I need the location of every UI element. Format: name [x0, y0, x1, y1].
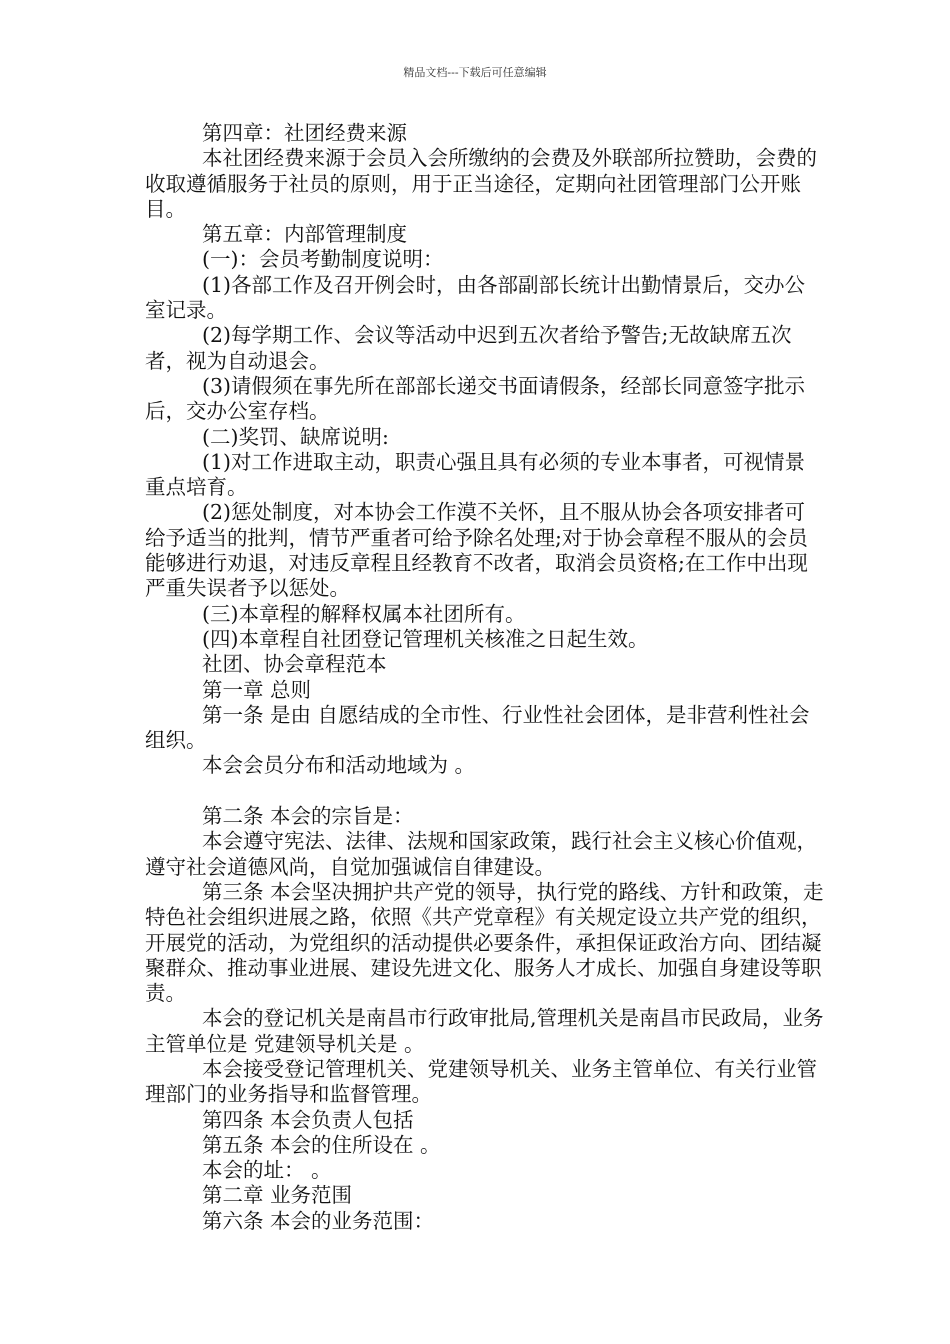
- document-body: [145, 121, 825, 1234]
- paragraph: 第三条 本会坚决拥护共产党的领导，执行党的路线、方针和政策，走特色社会组织进展之路，依照《共产党章程》有关规定设立共产党的组织，开展党的活动，为党组织的活动提供必要条件，承担保证政治方向、团结凝聚群众、推动事业进展、建设先进文化、服务人才成长、加强自身建设等职责。: [145, 879, 824, 1006]
- paragraph: 本会遵守宪法、法律、法规和国家政策，践行社会主义核心价值观，遵守社会道德风尚，自觉加强诚信自律建设。: [145, 829, 817, 879]
- blank-line: [145, 779, 825, 804]
- paragraph: 本社团经费来源于会员入会所缴纳的会费及外联部所拉赞助，会费的收取遵循服务于社员的原则，用于正当途径，定期向社团管理部门公开账目。: [145, 146, 817, 221]
- paragraph: (三)本章程的解释权属本社团所有。: [202, 601, 526, 626]
- paragraph: (2)惩处制度，对本协会工作漠不关怀，且不服从协会各项安排者可给予适当的批判，情节严重者可给予除名处理;对于协会章程不服从的会员能够进行劝退，对违反章程且经教育不改者，取消会员资格;在工作中出现严重失误者予以惩处。: [145, 500, 808, 601]
- paragraph: 本会接受登记管理机关、党建领导机关、业务主管单位、有关行业管理部门的业务指导和监督管理。: [145, 1056, 817, 1107]
- article-heading: 第五条 本会的住所设在 。: [202, 1132, 441, 1157]
- paragraph: (1)各部工作及召开例会时，由各部副部长统计出勤情景后，交办公室记录。: [145, 272, 806, 323]
- chapter-heading: 第二章 业务范围: [202, 1183, 353, 1208]
- document-title: 社团、协会章程范本: [202, 652, 387, 677]
- chapter-heading: 第一章 总则: [202, 677, 312, 702]
- paragraph: (3)请假须在事先所在部部长递交书面请假条，经部长同意签字批示后，交办公室存档。: [145, 373, 806, 424]
- chapter-heading: 第四章：社团经费来源: [202, 121, 407, 145]
- paragraph: 本会的址： 。: [202, 1158, 332, 1183]
- chapter-heading: 第五章：内部管理制度: [202, 222, 407, 247]
- paragraph: (2)每学期工作、会议等活动中迟到五次者给予警告;无故缺席五次者，视为自动退会。: [145, 323, 792, 373]
- section-heading: (二)奖罚、缺席说明:: [202, 424, 389, 449]
- paragraph: 本会的登记机关是南昌市行政审批局,管理机关是南昌市民政局，业务主管单位是 党建领导机关是 。: [145, 1006, 824, 1056]
- article-heading: 第六条 本会的业务范围：: [202, 1208, 435, 1233]
- paragraph: 第一条 是由 自愿结成的全市性、行业性社会团体，是非营利性社会组织。: [145, 702, 810, 753]
- paragraph: 本会会员分布和活动地域为 。: [202, 753, 476, 778]
- article-heading: 第二条 本会的宗旨是：: [202, 804, 414, 829]
- section-heading: (一)：会员考勤制度说明：: [202, 247, 444, 272]
- article-heading: 第四条 本会负责人包括: [202, 1107, 414, 1132]
- paragraph: (1)对工作进取主动，职责心强且具有必须的专业本事者，可视情景重点培育。: [145, 449, 806, 500]
- paragraph: (四)本章程自社团登记管理机关核准之日起生效。: [202, 626, 649, 651]
- page-header: 精品文档---下载后可任意编辑: [403, 66, 547, 79]
